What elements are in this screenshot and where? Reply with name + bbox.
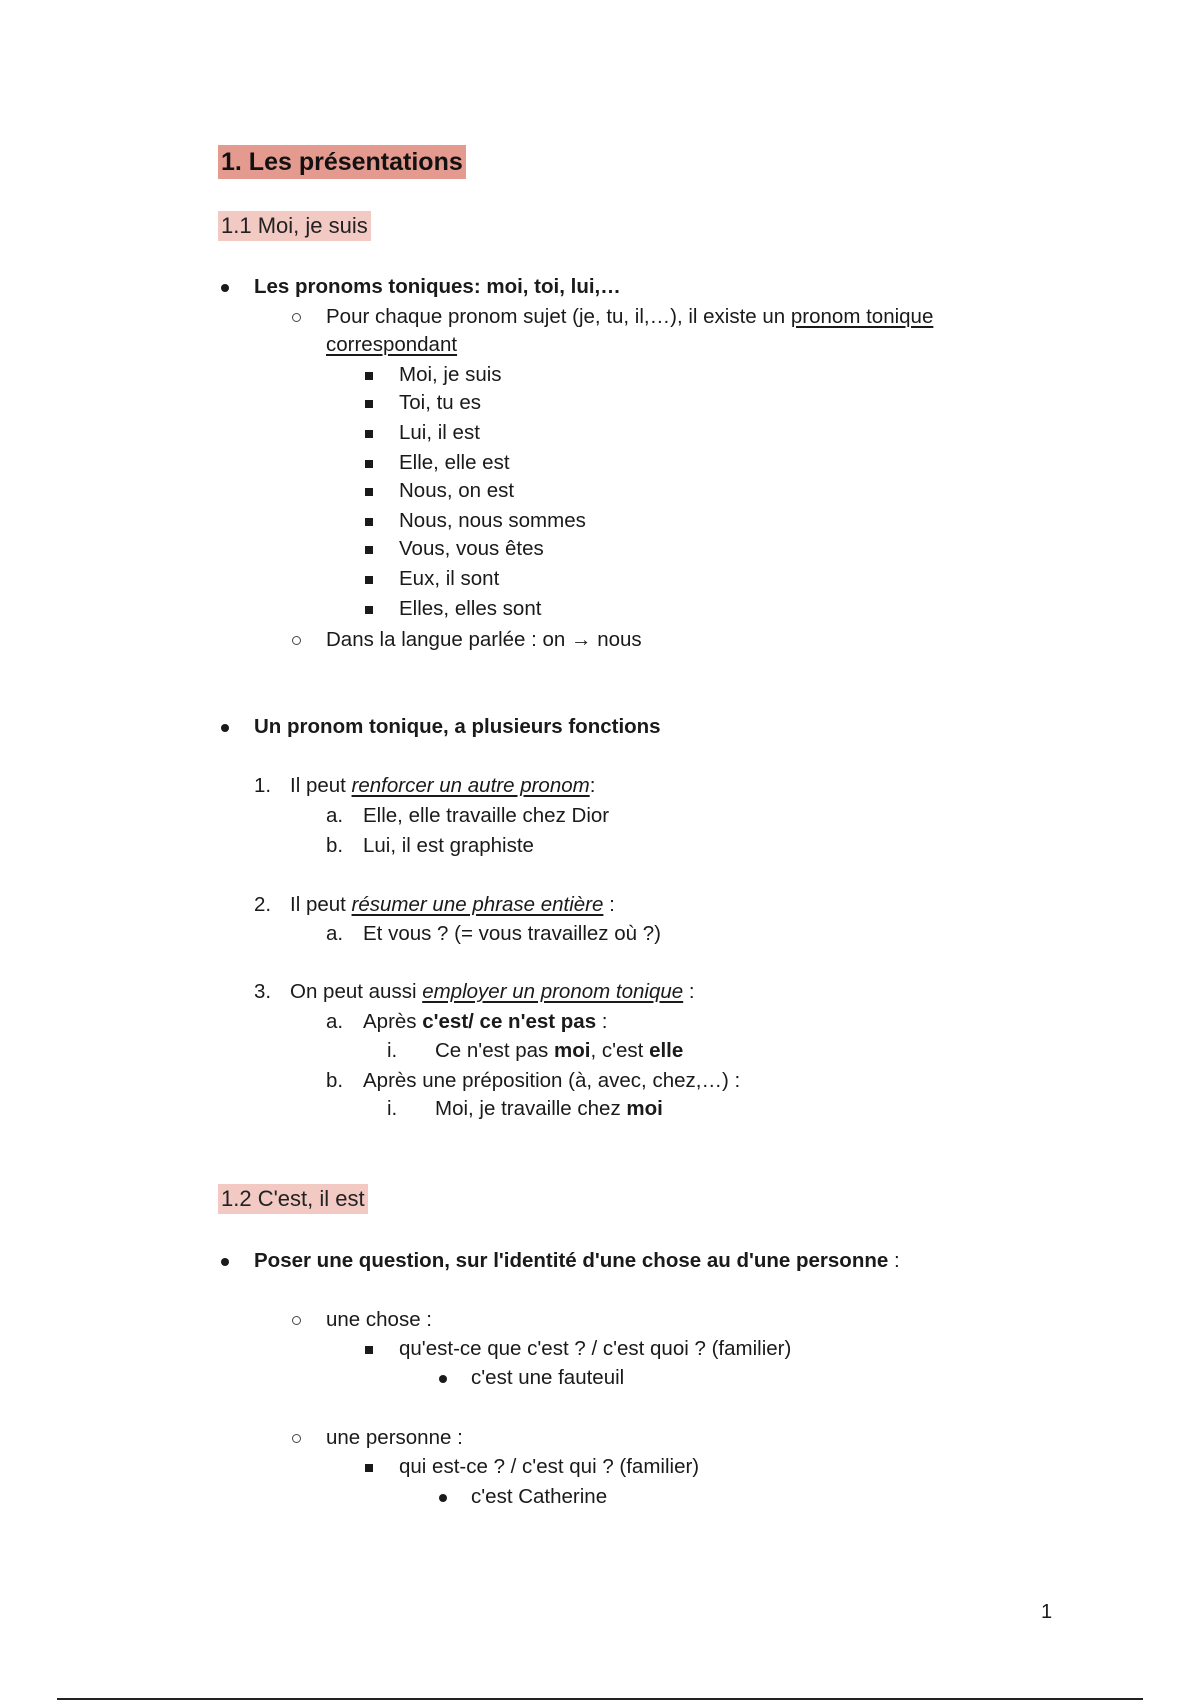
section-heading-1-2: 1.2 C'est, il est: [218, 1184, 368, 1214]
example-item: Moi, je suis: [399, 363, 502, 386]
bullet-square-icon: [365, 1335, 373, 1363]
bullet-square-icon: [365, 1453, 373, 1481]
list-letter: b.: [326, 834, 344, 857]
bullet-square-icon: [365, 419, 373, 447]
apres-cest: [363, 1008, 608, 1036]
apres-preposition: Après une préposition (à, avec, chez,…) :: [363, 1069, 741, 1092]
bold-cest-ce-nest-pas: c'est/ ce n'est pas: [422, 1010, 597, 1033]
list-letter: a.: [326, 1010, 344, 1033]
question-personne: qui est-ce ? / c'est qui ? (familier): [399, 1455, 700, 1478]
function-2: [290, 891, 615, 919]
text: , c'est: [590, 1039, 650, 1062]
bullet-circle-icon: [292, 626, 301, 654]
text: Après: [363, 1010, 423, 1033]
page-number: 1: [1041, 1601, 1053, 1623]
bullet-square-icon: [365, 507, 373, 535]
function-text: On peut aussi: [290, 980, 423, 1003]
bullet-disc-icon: [221, 713, 229, 741]
example-item: Toi, tu es: [399, 391, 482, 414]
emphasis-resumer: résumer une phrase entière: [351, 893, 604, 916]
bold-moi: moi: [554, 1039, 591, 1062]
sub-text: Pour chaque pronom sujet (je, tu, il,…), il existe un: [326, 305, 791, 328]
question-chose: qu'est-ce que c'est ? / c'est quoi ? (familier): [399, 1337, 792, 1360]
answer-fauteuil: c'est une fauteuil: [471, 1366, 625, 1389]
list-number: 2.: [254, 893, 272, 916]
function-text: Il peut: [290, 774, 352, 797]
emphasis-employer: employer un pronom tonique: [422, 980, 684, 1003]
example-ce-nest-pas-moi: [435, 1037, 683, 1065]
list-roman: i.: [387, 1097, 398, 1120]
bullet-square-icon: [365, 565, 373, 593]
emphasis-renforcer: renforcer un autre pronom: [351, 774, 590, 797]
list-number: 1.: [254, 774, 272, 797]
example-chez-moi: [435, 1095, 663, 1123]
example-item: Vous, vous êtes: [399, 537, 544, 560]
underline-correspondant: correspondant: [326, 333, 458, 356]
function-3: [290, 978, 695, 1006]
bullet-circle-icon: [292, 303, 301, 331]
list-letter: b.: [326, 1069, 344, 1092]
bullet-disc-icon: [439, 1483, 447, 1511]
bullet-square-icon: [365, 361, 373, 389]
example-dior: Elle, elle travaille chez Dior: [363, 804, 610, 827]
underline-pronom-tonique: pronom tonique: [790, 305, 934, 328]
text: Ce n'est pas: [435, 1039, 555, 1062]
list-letter: a.: [326, 804, 344, 827]
bold-elle: elle: [649, 1039, 684, 1062]
list-letter: a.: [326, 922, 344, 945]
list-roman: i.: [387, 1039, 398, 1062]
bullet-square-icon: [365, 477, 373, 505]
example-item: Elles, elles sont: [399, 597, 542, 620]
example-item: Elle, elle est: [399, 451, 510, 474]
function-text: Il peut: [290, 893, 352, 916]
bullet-poser-question: [254, 1247, 900, 1275]
bullet-circle-icon: [292, 1306, 301, 1334]
section-heading-1-1: 1.1 Moi, je suis: [218, 211, 371, 241]
text: Moi, je travaille chez: [435, 1097, 627, 1120]
bold-moi: moi: [626, 1097, 663, 1120]
sub-pour-chaque-pronom: [326, 303, 933, 331]
function-1: [290, 772, 595, 800]
bold-question: Poser une question, sur l'identité d'une chose au d'une personne: [254, 1249, 889, 1272]
answer-catherine: c'est Catherine: [471, 1485, 608, 1508]
list-number: 3.: [254, 980, 272, 1003]
bullet-square-icon: [365, 389, 373, 417]
sub-langue-parlee: Dans la langue parlée : on → nous: [326, 628, 642, 651]
bullet-square-icon: [365, 535, 373, 563]
bullet-circle-icon: [292, 1424, 301, 1452]
example-item: Nous, on est: [399, 479, 515, 502]
text: :: [596, 1010, 608, 1033]
heading-les-presentations: 1. Les présentations: [218, 145, 466, 179]
text: :: [888, 1249, 900, 1272]
example-et-vous: Et vous ? (= vous travaillez où ?): [363, 922, 661, 945]
bullet-disc-icon: [221, 1247, 229, 1275]
bullet-square-icon: [365, 595, 373, 623]
bullet-plusieurs-fonctions: Un pronom tonique, a plusieurs fonctions: [254, 715, 661, 738]
bullet-square-icon: [365, 449, 373, 477]
function-text: :: [589, 774, 596, 797]
example-item: Lui, il est: [399, 421, 480, 444]
example-item: Eux, il sont: [399, 567, 500, 590]
bullet-disc-icon: [221, 273, 229, 301]
example-item: Nous, nous sommes: [399, 509, 586, 532]
une-chose: une chose :: [326, 1308, 432, 1331]
function-text: :: [603, 893, 615, 916]
example-graphiste: Lui, il est graphiste: [363, 834, 534, 857]
function-text: :: [683, 980, 695, 1003]
bullet-pronoms-toniques: Les pronoms toniques: moi, toi, lui,…: [254, 275, 621, 298]
bullet-disc-icon: [439, 1364, 447, 1392]
une-personne: une personne :: [326, 1426, 463, 1449]
